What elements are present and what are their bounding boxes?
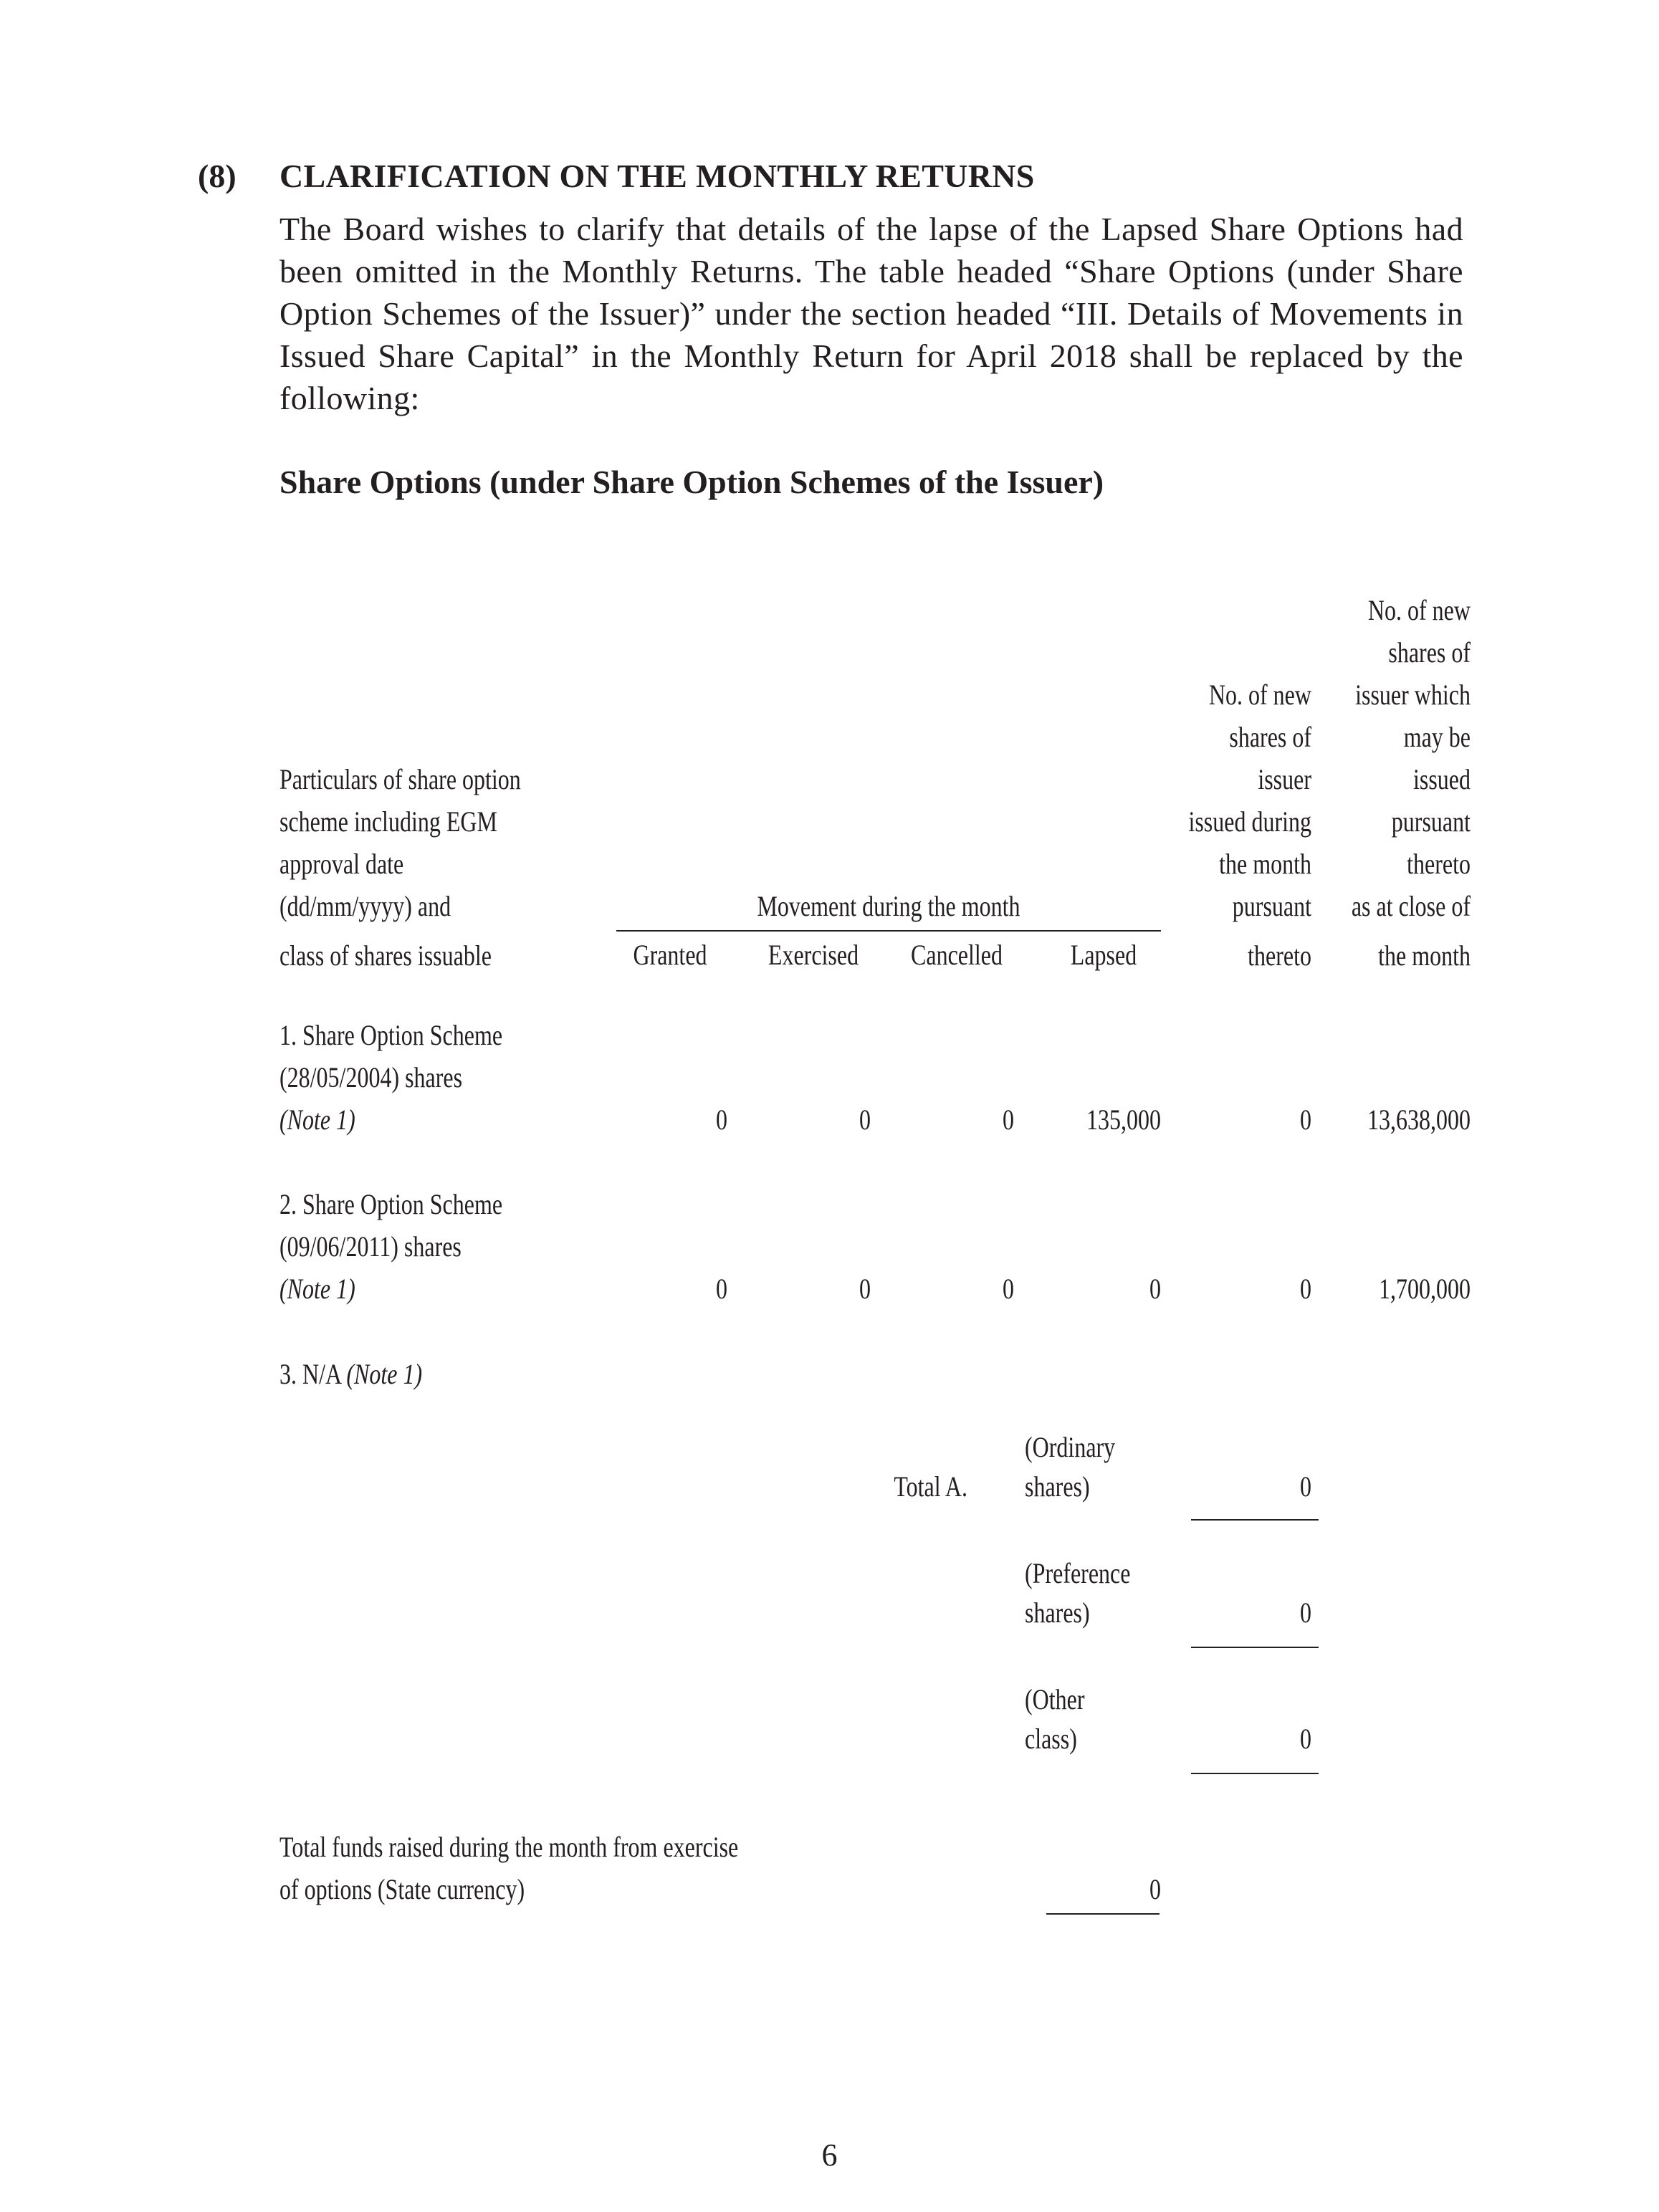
- row-1-granted: 0: [716, 1103, 727, 1136]
- header-issued-line: thereto: [1248, 939, 1311, 972]
- header-may-line: issued: [1413, 763, 1471, 795]
- header-may-line: No. of new: [1367, 594, 1471, 626]
- total-preference-label: [1025, 1552, 1130, 1634]
- funds-raised-rule: [1046, 1913, 1160, 1915]
- row-2-exercised: 0: [859, 1273, 871, 1305]
- header-issued-line: pursuant: [1232, 890, 1311, 922]
- section-number: (8): [198, 158, 236, 194]
- total-preference-value: 0: [1300, 1596, 1311, 1629]
- funds-label-line: of options (State currency): [279, 1873, 525, 1905]
- total-other-label: [1025, 1678, 1085, 1760]
- header-issued-line: the month: [1219, 848, 1311, 880]
- header-issued-line: issued during: [1188, 805, 1311, 838]
- funds-raised-label: [279, 1826, 738, 1910]
- header-particulars: [279, 758, 521, 977]
- row-label-line: (28/05/2004) shares: [279, 1061, 463, 1093]
- table-row-1-label: [279, 1014, 502, 1141]
- table-row-2-label: [279, 1183, 502, 1310]
- header-lapsed: Lapsed: [1070, 939, 1137, 971]
- header-cancelled: Cancelled: [911, 939, 1003, 971]
- header-may-line: as at close of: [1351, 890, 1471, 922]
- row-2-lapsed: 0: [1149, 1273, 1161, 1305]
- header-movement-group: Movement during the month: [757, 890, 1020, 922]
- row-note: (Note 1): [279, 1103, 355, 1136]
- total-other-value: 0: [1300, 1723, 1311, 1755]
- header-particulars-line: Particulars of share option: [279, 763, 521, 795]
- header-issued-line: shares of: [1229, 721, 1311, 753]
- total-type-line: (Ordinary: [1025, 1431, 1116, 1463]
- header-may-line: thereto: [1407, 848, 1471, 880]
- total-type-line: shares): [1025, 1596, 1090, 1629]
- row-label-line: (09/06/2011) shares: [279, 1230, 462, 1263]
- total-preference-rule: [1191, 1647, 1319, 1648]
- header-may-be-issued: [1299, 589, 1471, 977]
- header-particulars-line: class of shares issuable: [279, 939, 492, 972]
- movement-group-rule: [616, 930, 1161, 932]
- table-row-3-label: [279, 1353, 422, 1395]
- header-issued-line: issuer: [1258, 763, 1311, 795]
- header-exercised: Exercised: [768, 939, 859, 971]
- funds-raised-value: 0: [1149, 1873, 1161, 1905]
- row-note: (Note 1): [279, 1273, 355, 1305]
- row-1-may-be-issued: 13,638,000: [1367, 1103, 1471, 1136]
- header-may-line: may be: [1403, 721, 1471, 753]
- header-particulars-line: approval date: [279, 848, 404, 880]
- row-2-issued: 0: [1300, 1273, 1311, 1305]
- header-granted: Granted: [633, 939, 707, 971]
- header-may-line: issuer which: [1355, 679, 1471, 711]
- header-may-line: pursuant: [1391, 805, 1471, 838]
- table-title: Share Options (under Share Option Schemes of the Issuer): [279, 464, 1104, 500]
- row-label-line: 1. Share Option Scheme: [279, 1019, 503, 1051]
- header-particulars-line: scheme including EGM: [279, 805, 497, 838]
- row-2-may-be-issued: 1,700,000: [1379, 1273, 1471, 1305]
- page-number: 6: [821, 2137, 838, 2173]
- section-body: The Board wishes to clarify that details of the lapse of the Lapsed Share Options had been omitted in the Monthly Returns. The table headed “Share Options (under Share Option Schemes of the Issuer)” under the section headed “III. Details of Movements in Issued Share Capital” in the Monthly Return for April 2018 shall be replaced by the following:: [279, 211, 1463, 416]
- section-title: CLARIFICATION ON THE MONTHLY RETURNS: [279, 158, 1035, 194]
- total-type-line: (Preference: [1025, 1557, 1131, 1589]
- total-ordinary-label: [1025, 1426, 1115, 1508]
- row-label-line: 3. N/A: [279, 1358, 341, 1390]
- row-1-exercised: 0: [859, 1103, 871, 1136]
- row-label-line: 2. Share Option Scheme: [279, 1188, 503, 1220]
- row-2-cancelled: 0: [1003, 1273, 1014, 1305]
- header-may-line: the month: [1378, 939, 1471, 972]
- row-2-granted: 0: [716, 1273, 727, 1305]
- total-ordinary-rule: [1191, 1519, 1319, 1521]
- row-1-issued: 0: [1300, 1103, 1311, 1136]
- total-type-line: class): [1025, 1723, 1077, 1755]
- header-particulars-line: (dd/mm/yyyy) and: [279, 890, 451, 922]
- row-1-lapsed: 135,000: [1086, 1103, 1161, 1136]
- total-type-line: (Other: [1025, 1683, 1085, 1715]
- total-type-line: shares): [1025, 1470, 1090, 1503]
- funds-label-line: Total funds raised during the month from exercise: [279, 1831, 739, 1863]
- row-note: (Note 1): [346, 1358, 423, 1390]
- row-1-cancelled: 0: [1003, 1103, 1014, 1136]
- total-a-label: Total A.: [894, 1470, 967, 1503]
- total-ordinary-value: 0: [1300, 1470, 1311, 1503]
- header-issued-line: No. of new: [1208, 679, 1311, 711]
- header-issued-during-month: [1139, 674, 1311, 977]
- header-may-line: shares of: [1388, 636, 1471, 669]
- total-other-rule: [1191, 1773, 1319, 1774]
